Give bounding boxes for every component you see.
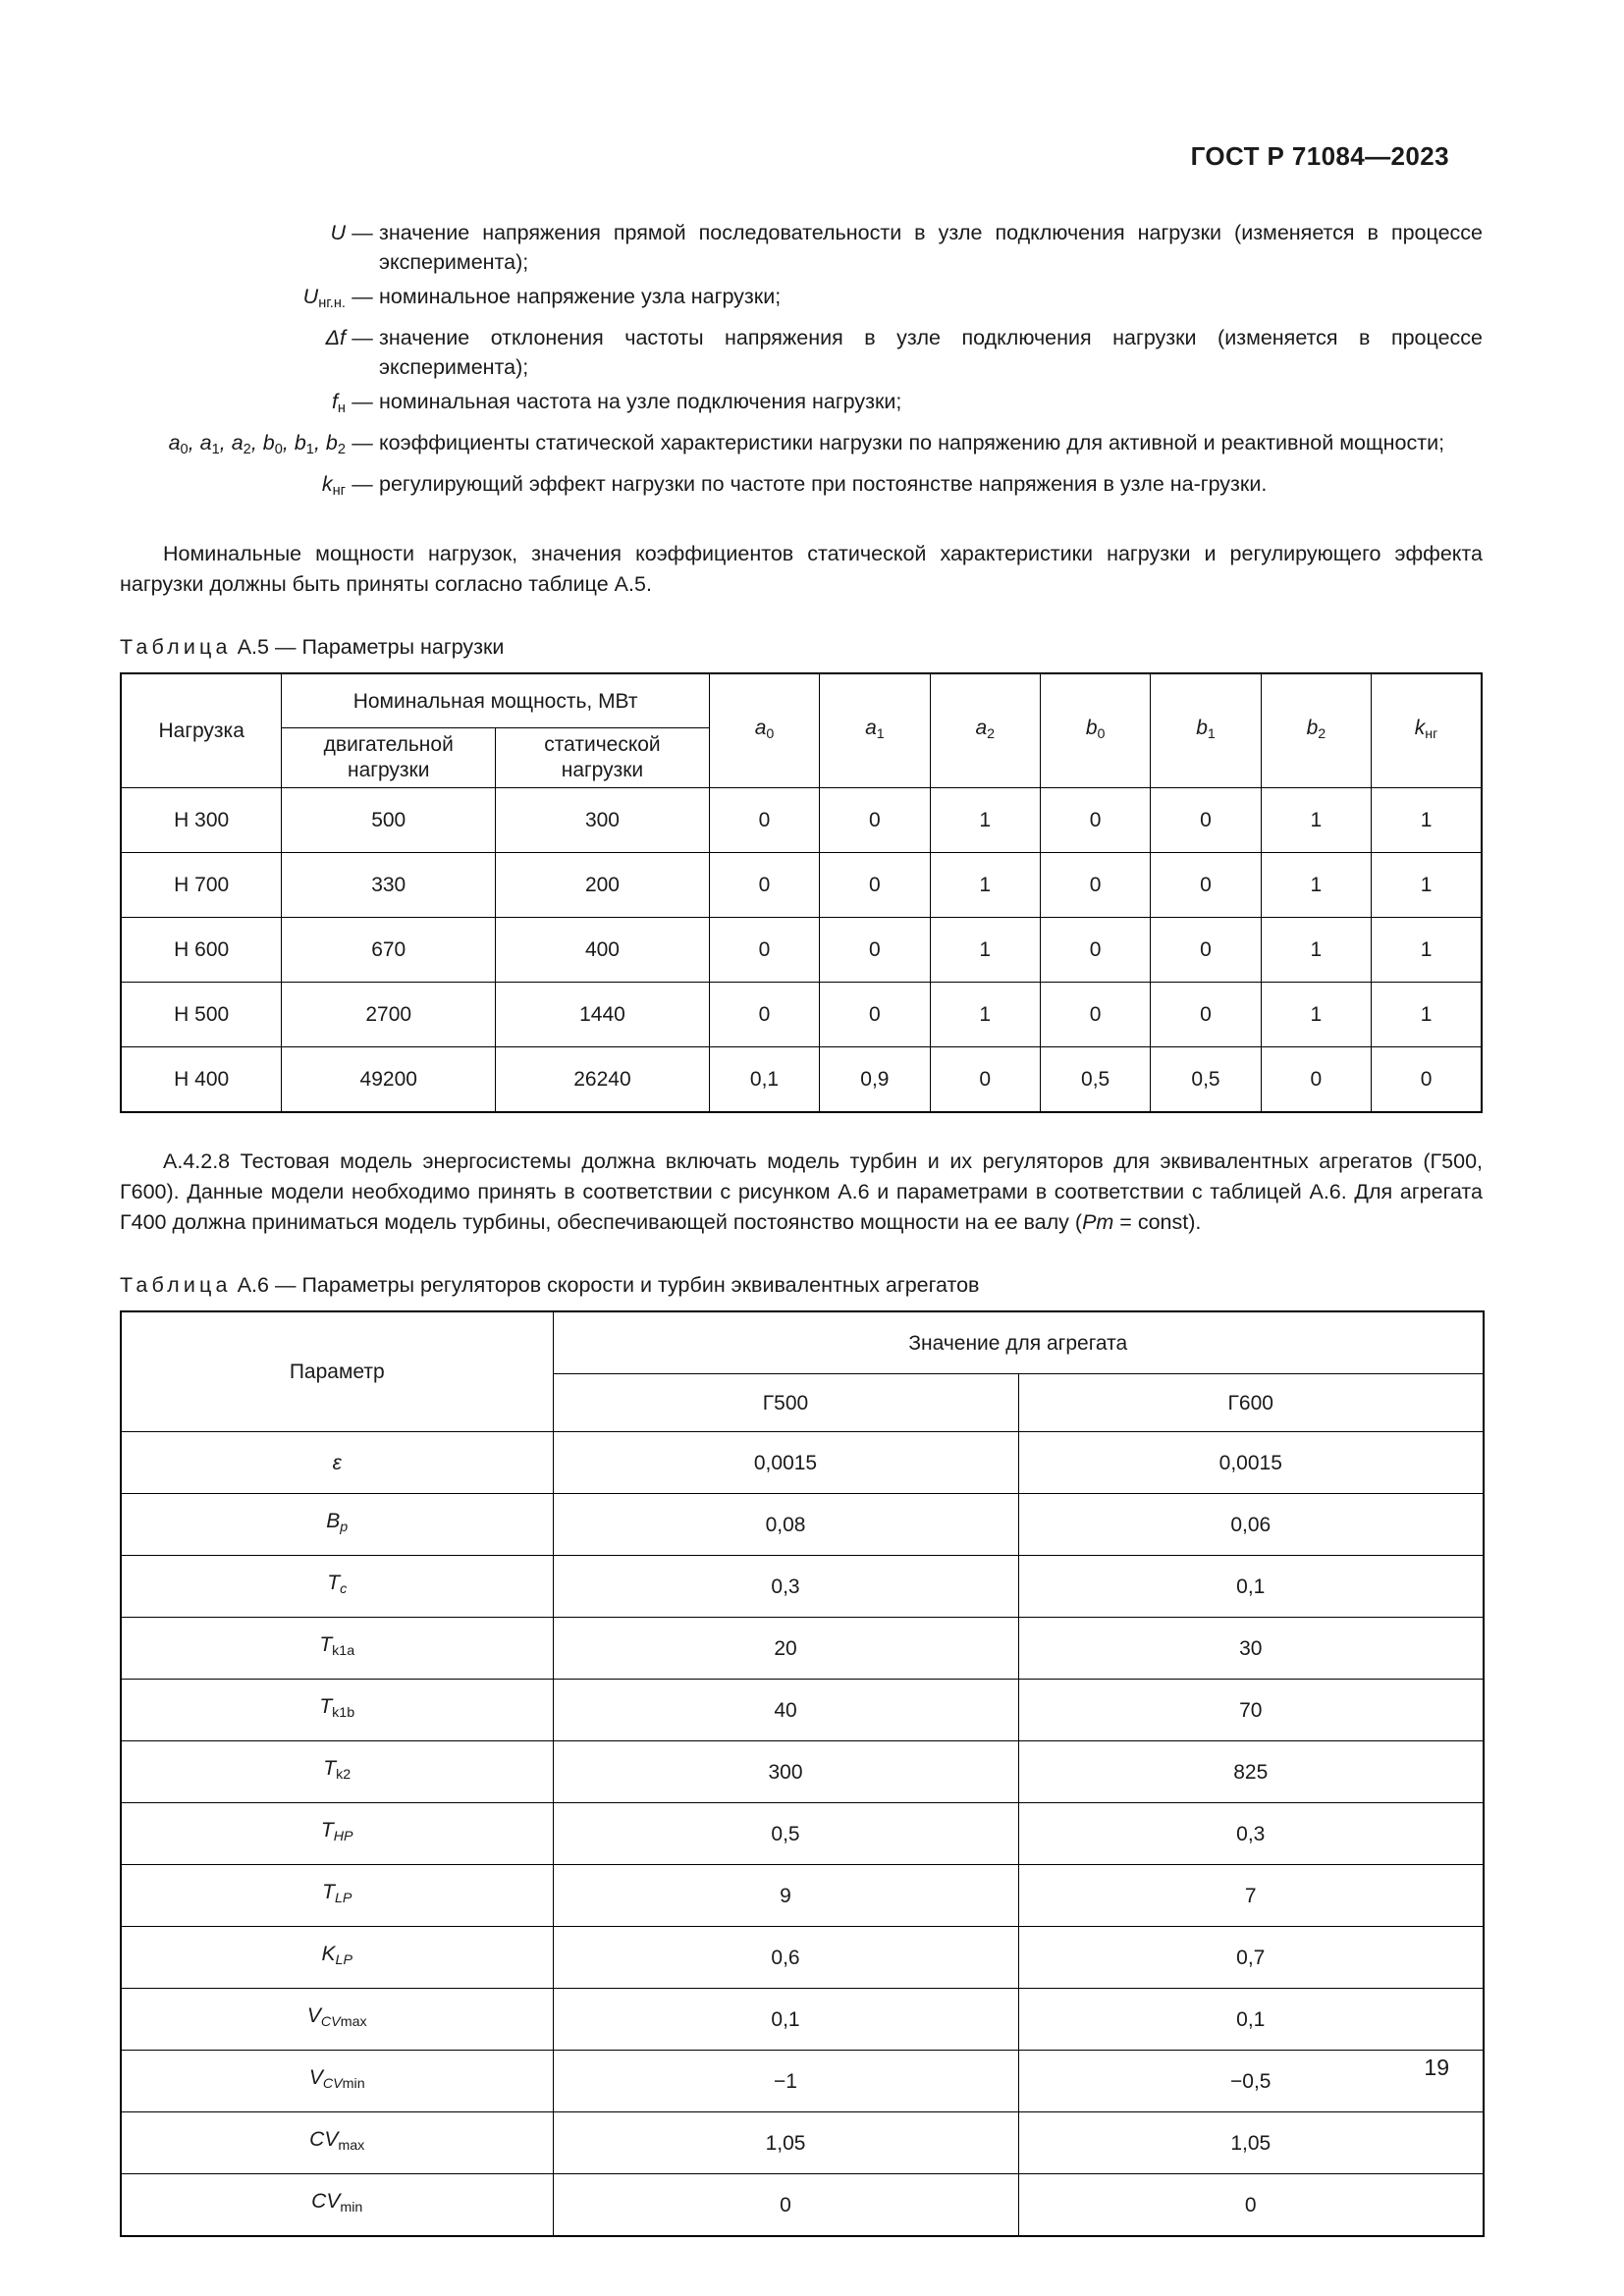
definition-symbol: $U_{нг.н.}$ [302,285,346,312]
definition-dash: — [352,326,373,350]
table-cell-parameter: $T_{k1b}$ [121,1680,553,1741]
th-motor-load [282,728,496,788]
table-row [121,1741,1484,1803]
definition-symbol: U [330,221,346,244]
table-cell-parameter: $V_{CVmin}$ [121,2051,553,2112]
table-cell-static: 400 [496,918,710,983]
table-cell-g600: 0,1 [1018,1556,1484,1618]
table-cell-b0: 0 [1040,983,1150,1047]
table-row [121,1618,1484,1680]
table-row [121,1047,1482,1113]
table-row [121,1865,1484,1927]
paragraph-clause-a428: А.4.2.8 Тестовая модель энергосистемы должна включать модель турбин и их регуляторов для эквивалентных агрегатов (Г500, Г600). Данные модели необходимо принять в соответствии с рисунком А.6 и параметрами в соответствии с таблицей А.6. Для агрегата Г400 должна приниматься модель турбины, обеспечивающей постоянство мощности на ее валу (Pm = const). [120,1149,1483,1235]
th-b2: $b_2$ [1261,673,1371,788]
table-cell-g600: 0,7 [1018,1927,1484,1989]
table-row [121,2174,1484,2237]
th-a2: $a_2$ [930,673,1040,788]
table-row [121,1680,1484,1741]
table-cell-a1: 0 [820,918,930,983]
table-cell-a0: 0,1 [709,1047,819,1113]
table-cell-k: 0 [1372,1047,1482,1113]
table-cell-b2: 1 [1261,788,1371,853]
table-cell-g500: −1 [553,2051,1018,2112]
page-number: 19 [1424,2055,1449,2080]
table-cell-k: 1 [1372,918,1482,983]
definition-dash: — [352,390,373,414]
table-cell-parameter: $T_{k1a}$ [121,1618,553,1680]
th-unit-g500: Г500 [553,1374,1018,1432]
definition-row [120,382,1483,423]
table-cell-parameter: $T_{HP}$ [121,1803,553,1865]
table-cell-k: 1 [1372,788,1482,853]
table-a6-caption-title: Параметры регуляторов скорости и турбин эквивалентных агрегатов [301,1273,980,1298]
table-cell-g500: 9 [553,1865,1018,1927]
definition-text: значение отклонения частоты напряжения в узле подключения нагрузки (изменяется в процессе эксперимента); [379,326,1483,380]
table-a5-caption-prefix: Таблица [120,635,232,660]
table-cell-a0: 0 [709,788,819,853]
table-cell-a1: 0 [820,788,930,853]
table-row [121,918,1482,983]
table-cell-parameter: $CV_{min}$ [121,2174,553,2237]
table-cell-g500: 0,1 [553,1989,1018,2051]
table-cell-g500: 300 [553,1741,1018,1803]
table-cell-a1: 0,9 [820,1047,930,1113]
table-a5-caption [120,633,1483,661]
table-row [121,788,1482,853]
spacer [120,506,1483,539]
table-cell-b2: 1 [1261,918,1371,983]
table-cell-g600: 0,1 [1018,1989,1484,2051]
table-row [121,1556,1484,1618]
table-cell-parameter: $K_{LP}$ [121,1927,553,1989]
table-cell-g500: 0,08 [553,1494,1018,1556]
table-row [121,2051,1484,2112]
definition-dash: — [352,472,373,497]
th-motor-load-line1: двигательной [323,733,454,757]
table-cell-g500: 0 [553,2174,1018,2237]
th-static-load [496,728,710,788]
definition-dash: — [352,431,373,455]
table-a6-caption-dash: — [274,1273,297,1298]
table-cell-b2: 0 [1261,1047,1371,1113]
table-cell-a1: 0 [820,853,930,918]
spacer [120,600,1483,633]
table-row [121,1927,1484,1989]
th-power-group: Номинальная мощность, МВт [282,673,709,728]
table-cell-g600: 70 [1018,1680,1484,1741]
definition-text: регулирующий эффект нагрузки по частоте при постоянстве напряжения в узле на-грузки. [379,472,1268,497]
definition-symbol: Δf [325,326,346,350]
table-cell-a2: 1 [930,983,1040,1047]
definition-symbol: $a_0$, $a_1$, $a_2$, $b_0$, $b_1$, $b_2$ [168,431,346,458]
table-cell-a0: 0 [709,983,819,1047]
table-cell-parameter: $T_{k2}$ [121,1741,553,1803]
table-a5-caption-number: А.5 [237,635,269,660]
definition-row [120,318,1483,382]
table-row [121,853,1482,918]
table-cell-load: Н 600 [121,918,282,983]
definition-row [120,423,1483,464]
table-cell-g500: 0,6 [553,1927,1018,1989]
definition-text: номинальное напряжение узла нагрузки; [379,285,782,308]
page-content [120,218,1483,2237]
definition-text: номинальная частота на узле подключения нагрузки; [379,390,902,414]
table-cell-b2: 1 [1261,983,1371,1047]
table-cell-a2: 1 [930,788,1040,853]
table-cell-parameter: $T_c$ [121,1556,553,1618]
table-row [121,1432,1484,1494]
th-b1: $b_1$ [1151,673,1261,788]
table-cell-motor: 330 [282,853,496,918]
paragraph-intro-a5: Номинальные мощности нагрузок, значения коэффициентов статической характеристики нагрузки и регулирующего эффекта нагрузки должны быть приняты согласно таблице А.5. [120,542,1483,597]
table-cell-b2: 1 [1261,853,1371,918]
definition-symbol: $k_{нг}$ [321,472,346,500]
table-cell-parameter: $V_{CVmax}$ [121,1989,553,2051]
table-cell-static: 300 [496,788,710,853]
table-row [121,1494,1484,1556]
definition-dash: — [352,285,373,308]
table-cell-parameter: ε [121,1432,553,1494]
definition-row [120,218,1483,277]
table-row [121,2112,1484,2174]
th-value-group: Значение для агрегата [553,1311,1484,1374]
table-cell-b1: 0 [1151,918,1261,983]
table-cell-a0: 0 [709,918,819,983]
table-cell-load: Н 400 [121,1047,282,1113]
table-cell-g600: 0,3 [1018,1803,1484,1865]
definition-text: коэффициенты статической характеристики нагрузки по напряжению для активной и реактивной мощности; [379,431,1445,455]
definition-rows [120,218,1483,506]
table-cell-a2: 0 [930,1047,1040,1113]
spacer [120,1238,1483,1271]
table-cell-static: 26240 [496,1047,710,1113]
spacer [120,1113,1483,1147]
table-cell-g600: 30 [1018,1618,1484,1680]
table-cell-static: 1440 [496,983,710,1047]
table-cell-b0: 0 [1040,788,1150,853]
table-cell-g500: 0,0015 [553,1432,1018,1494]
table-cell-b0: 0 [1040,918,1150,983]
table-cell-a1: 0 [820,983,930,1047]
document-standard-id: ГОСТ Р 71084—2023 [1190,141,1449,171]
table-cell-parameter: $T_{LP}$ [121,1865,553,1927]
table-cell-g500: 40 [553,1680,1018,1741]
table-a5-caption-dash: — [274,635,297,660]
table-cell-b1: 0 [1151,983,1261,1047]
table-a5-header-row-1 [121,673,1482,728]
table-a6-caption-prefix: Таблица [120,1273,232,1298]
table-row [121,983,1482,1047]
table-cell-g600: −0,5 [1018,2051,1484,2112]
table-cell-a0: 0 [709,853,819,918]
table-cell-g600: 0 [1018,2174,1484,2237]
table-cell-b1: 0,5 [1151,1047,1261,1113]
table-a5-body [121,788,1482,1113]
th-a0: $a_0$ [709,673,819,788]
th-static-load-line1: статической [544,733,661,757]
table-cell-parameter: $B_p$ [121,1494,553,1556]
definition-row [120,464,1483,506]
table-a6-caption-number: А.6 [237,1273,269,1298]
table-cell-g500: 0,5 [553,1803,1018,1865]
table-a6-caption [120,1271,1483,1299]
table-a6-header-row-1 [121,1311,1484,1374]
table-cell-g500: 1,05 [553,2112,1018,2174]
definition-row [120,277,1483,318]
table-cell-g500: 20 [553,1618,1018,1680]
th-motor-load-line2: нагрузки [348,759,430,782]
table-a6-body [121,1432,1484,2237]
table-cell-parameter: $CV_{max}$ [121,2112,553,2174]
th-unit-g600: Г600 [1018,1374,1484,1432]
table-cell-static: 200 [496,853,710,918]
th-b0: $b_0$ [1040,673,1150,788]
table-cell-b1: 0 [1151,853,1261,918]
table-cell-load: Н 500 [121,983,282,1047]
table-cell-motor: 500 [282,788,496,853]
table-cell-b0: 0 [1040,853,1150,918]
th-load: Нагрузка [121,673,282,788]
definition-dash: — [352,221,373,244]
th-static-load-line2: нагрузки [561,759,644,782]
table-cell-motor: 2700 [282,983,496,1047]
table-cell-g600: 0,0015 [1018,1432,1484,1494]
table-row [121,1989,1484,2051]
table-cell-motor: 670 [282,918,496,983]
table-cell-k: 1 [1372,853,1482,918]
table-a6-turbine-governor-parameters [120,1310,1485,2237]
th-parameter: Параметр [121,1311,553,1432]
symbol-definition-list [120,218,1483,506]
table-cell-k: 1 [1372,983,1482,1047]
table-cell-g600: 0,06 [1018,1494,1484,1556]
table-cell-a2: 1 [930,853,1040,918]
table-cell-g600: 7 [1018,1865,1484,1927]
table-cell-b1: 0 [1151,788,1261,853]
table-a5-load-parameters [120,672,1483,1113]
table-a5-caption-title: Параметры нагрузки [301,635,505,660]
table-cell-g600: 825 [1018,1741,1484,1803]
table-cell-g600: 1,05 [1018,2112,1484,2174]
table-cell-motor: 49200 [282,1047,496,1113]
table-cell-g500: 0,3 [553,1556,1018,1618]
table-row [121,1803,1484,1865]
definition-symbol: $f_н$ [331,390,346,417]
table-cell-load: Н 300 [121,788,282,853]
table-cell-b0: 0,5 [1040,1047,1150,1113]
th-a1: $a_1$ [820,673,930,788]
table-cell-a2: 1 [930,918,1040,983]
table-cell-load: Н 700 [121,853,282,918]
th-k-ng: $k_{нг}$ [1372,673,1482,788]
definition-text: значение напряжения прямой последовательности в узле подключения нагрузки (изменяется в процессе эксперимента); [379,221,1483,274]
